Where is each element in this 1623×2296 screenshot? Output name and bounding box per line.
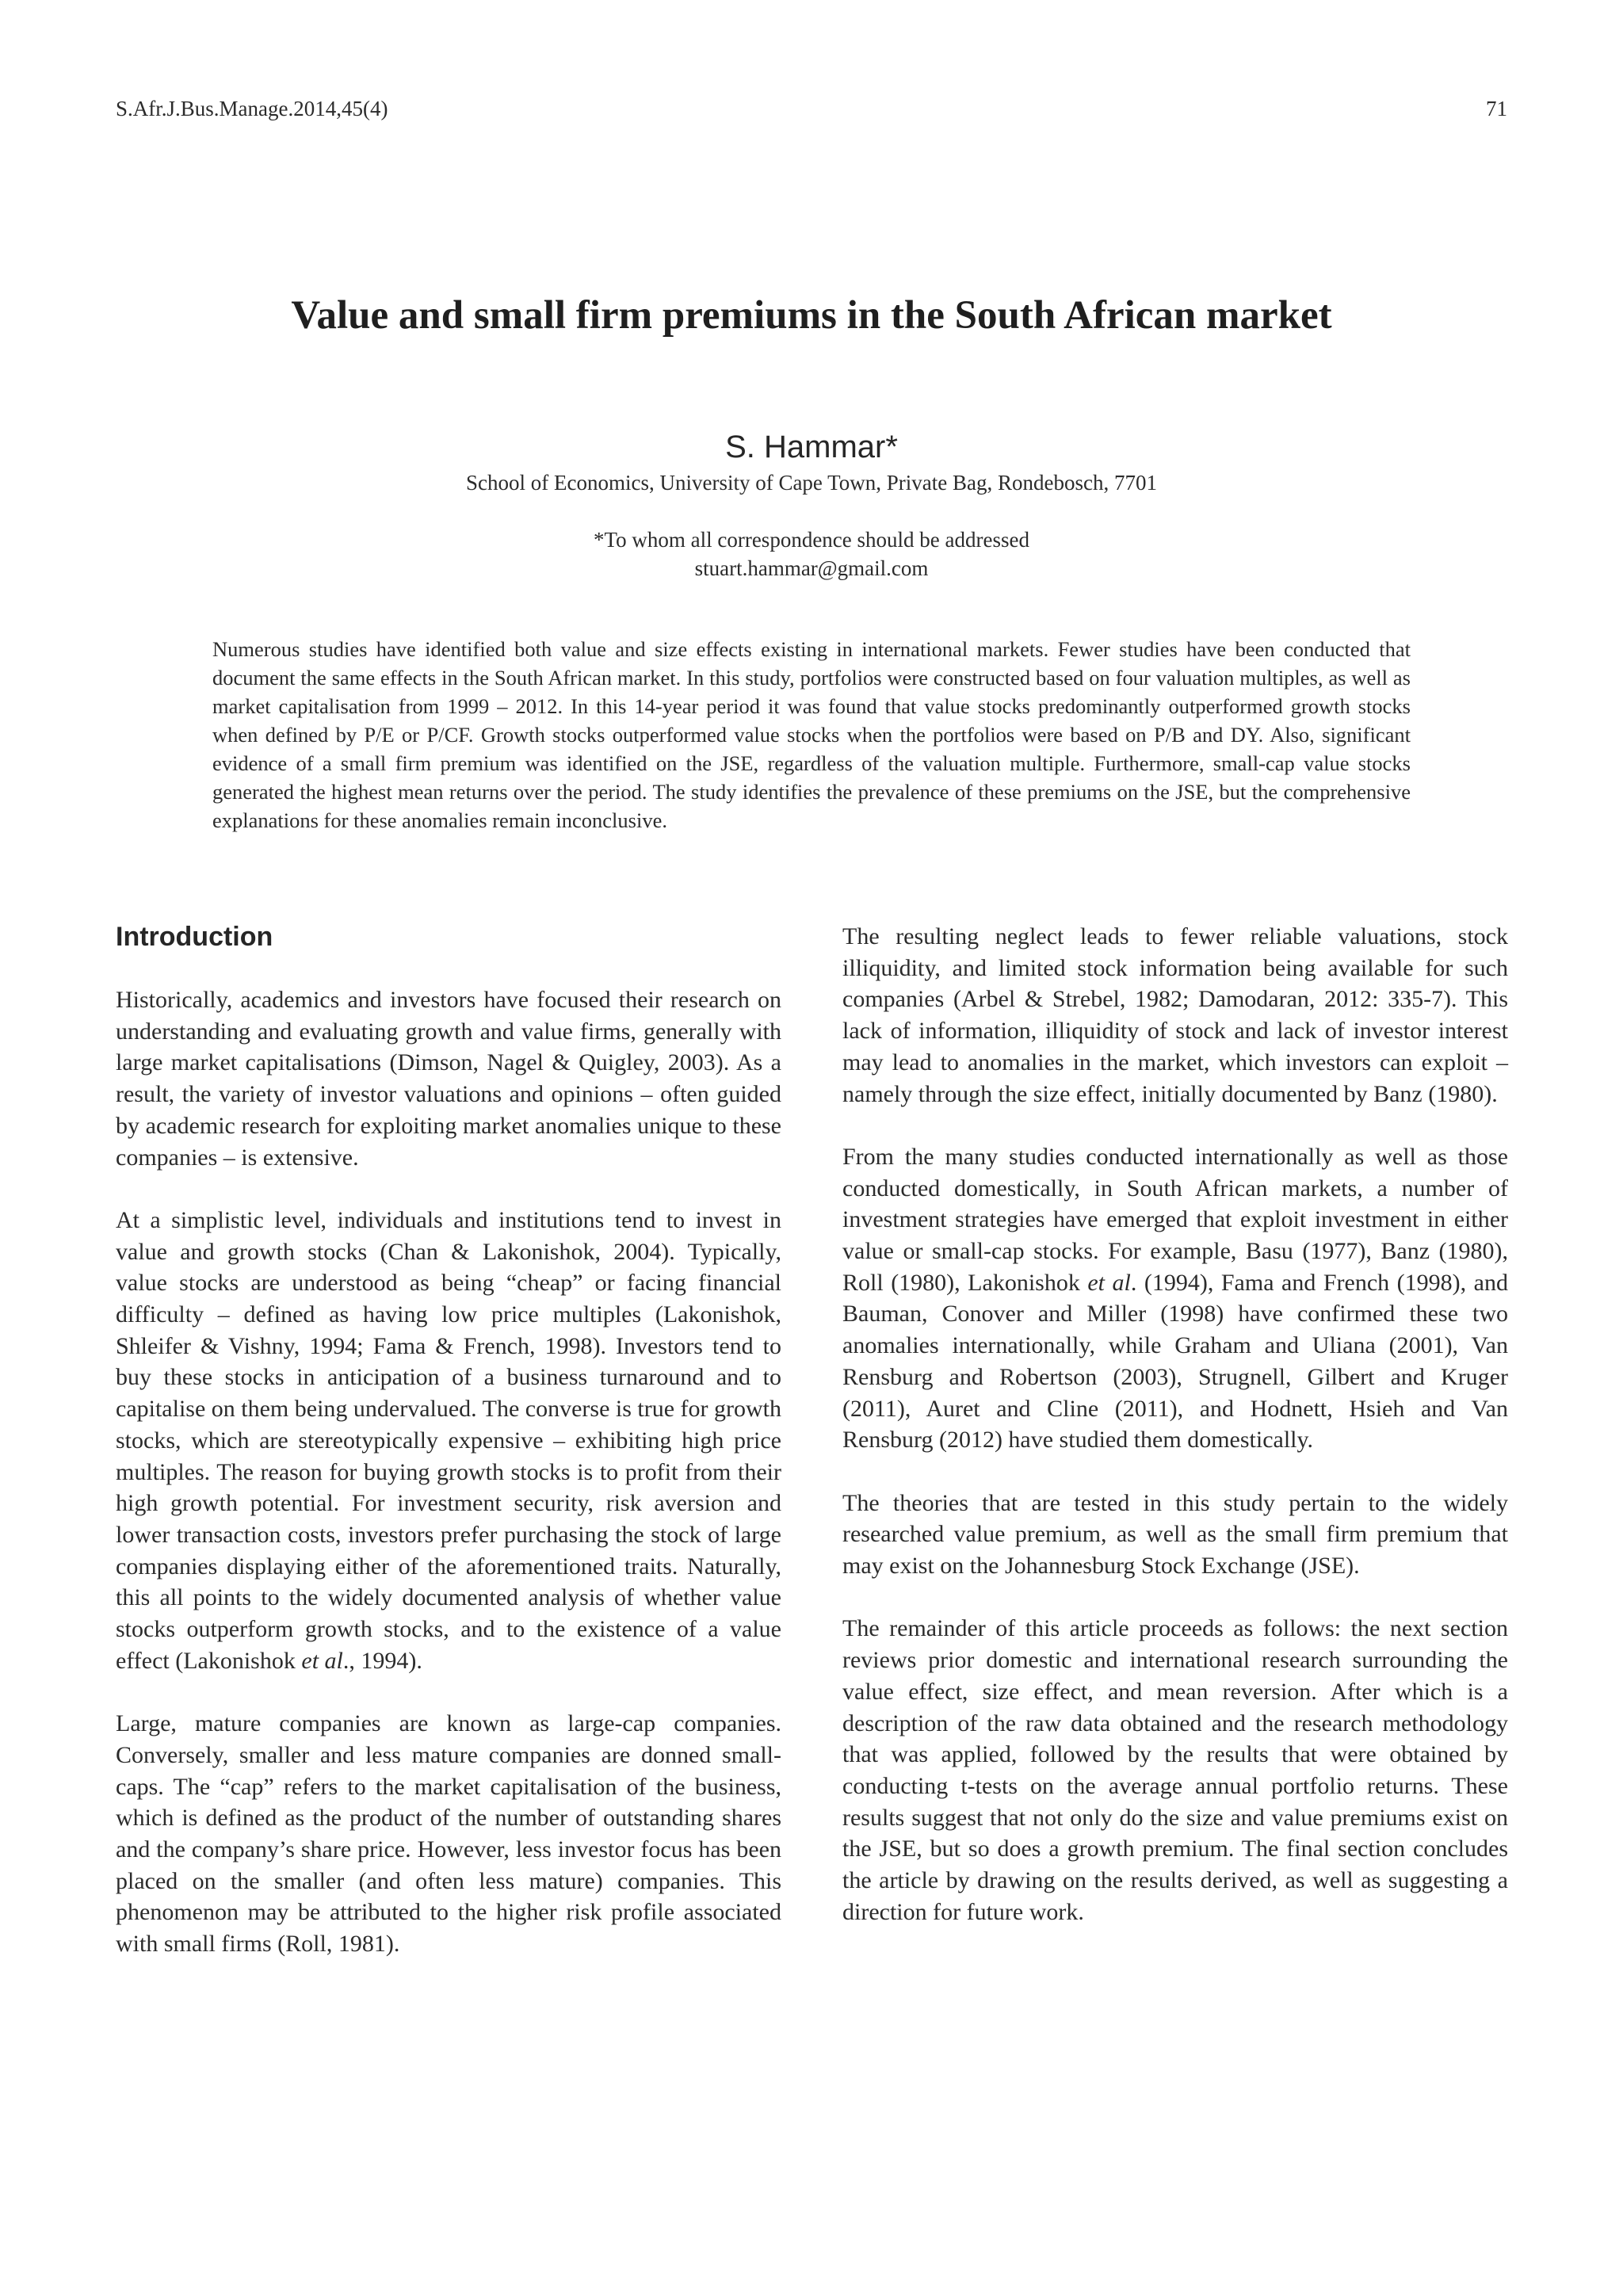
article-title: Value and small firm premiums in the South African market [291, 293, 1332, 338]
section-heading-introduction: Introduction [116, 922, 273, 952]
correspondence-note: *To whom all correspondence should be addressed [594, 528, 1029, 552]
paragraph: Large, mature companies are known as large-cap companies. Conversely, smaller and less mature companies are donned small-caps. The “cap” refers to the market capitalisation of the business, which is defined as the product of the number of outstanding shares and the company’s share price. However, less investor focus has been placed on the smaller (and often less mature) companies. This phenomenon may be attributed to the higher risk profile associated with small firms (Roll, 1981). [116, 1710, 781, 1958]
right-column [842, 921, 1508, 1959]
journal-citation: S.Afr.J.Bus.Manage.2014,45(4) [116, 97, 388, 120]
paragraph: Historically, academics and investors have focused their research on understanding and evaluating growth and value firms, generally with large market capitalisations (Dimson, Nagel & Quigley, 2003). As a result, the variety of investor valuations and opinions – often guided by academic research for exploiting market anomalies unique to these companies – is extensive. [116, 987, 781, 1171]
page-number: 71 [1486, 97, 1507, 120]
paragraph: At a simplistic level, individuals and institutions tend to invest in value and growth stocks (Chan & Lakonishok, 2004). Typically, value stocks are understood as being “cheap” or facing financial difficulty – defined as having low price multiples (Lakonishok, Shleifer & Vishny, 1994; Fama & French, 1998). Investors tend to buy these stocks in anticipation of a business turnaround and to capitalise on them being undervalued. The converse is true for growth stocks, which are stereotypically expensive – exhibiting high price multiples. The reason for buying growth stocks is to profit from their high growth potential. For investment security, risk aversion and lower transaction costs, investors prefer purchasing the stock of large companies displaying either of the aforementioned traits. Naturally, this all points to the widely documented analysis of whether value stocks outperform growth stocks, and to the existence of a value effect (Lakonishok et al., 1994). [116, 1206, 782, 1674]
paragraph: The theories that are tested in this study pertain to the widely researched value premium, as well as the small firm premium that may exist on the Johannesburg Stock Exchange (JSE). [842, 1489, 1508, 1580]
paragraph: From the many studies conducted internationally as well as those conducted domestically, in South African markets, a number of investment strategies have emerged that exploit investment in either value or small-cap stocks. For example, Basu (1977), Banz (1980), Roll (1980), Lakonishok et al. (1994), Fama and French (1998), and Bauman, Conover and Miller (1998) have confirmed these two anomalies internationally, while Graham and Uliana (2001), Van Rensburg and Robertson (2003), Strugnell, Gilbert and Kruger (2011), Auret and Cline (2011), and Hodnett, Hsieh and Van Rensburg (2012) have studied them domestically. [842, 1143, 1508, 1454]
author-name: S. Hammar* [725, 430, 898, 464]
paragraph: The resulting neglect leads to fewer reliable valuations, stock illiquidity, and limited stock information being available for such companies (Arbel & Strebel, 1982; Damodaran, 2012: 335-7). This lack of information, illiquidity of stock and lack of investor interest may lead to anomalies in the market, which investors can exploit – namely through the size effect, initially documented by Banz (1980). [842, 923, 1508, 1107]
paragraph: The remainder of this article proceeds as follows: the next section reviews prior domestic and international research surrounding the value effect, size effect, and mean reversion. After which is a description of the raw data obtained and the research methodology that was applied, followed by the results that were obtained by conducting t-tests on the average annual portfolio returns. These results suggest that not only do the size and value premiums exist on the JSE, but so does a growth premium. The final section concludes the article by drawing on the results derived, as well as suggesting a direction for future work. [842, 1615, 1508, 1925]
author-affiliation: School of Economics, University of Cape Town, Private Bag, Rondebosch, 7701 [466, 471, 1157, 495]
author-email: stuart.hammar@gmail.com [694, 556, 929, 580]
abstract: Numerous studies have identified both value and size effects existing in international markets. Fewer studies have been conducted that document the same effects in the South African market. In this study, portfolios were constructed based on four valuation multiples, as well as market capitalisation from 1999 – 2012. In this 14-year period it was found that value stocks predominantly outperformed growth stocks when defined by P/E or P/CF. Growth stocks outperformed value stocks when the portfolios were based on P/B and DY. Also, significant evidence of a small firm premium was identified on the JSE, regardless of the valuation multiple. Furthermore, small-cap value stocks generated the highest mean returns over the period. The study identifies the prevalence of these premiums on the JSE, but the comprehensive explanations for these anomalies remain inconclusive. [212, 637, 1411, 832]
left-column [116, 984, 781, 1991]
